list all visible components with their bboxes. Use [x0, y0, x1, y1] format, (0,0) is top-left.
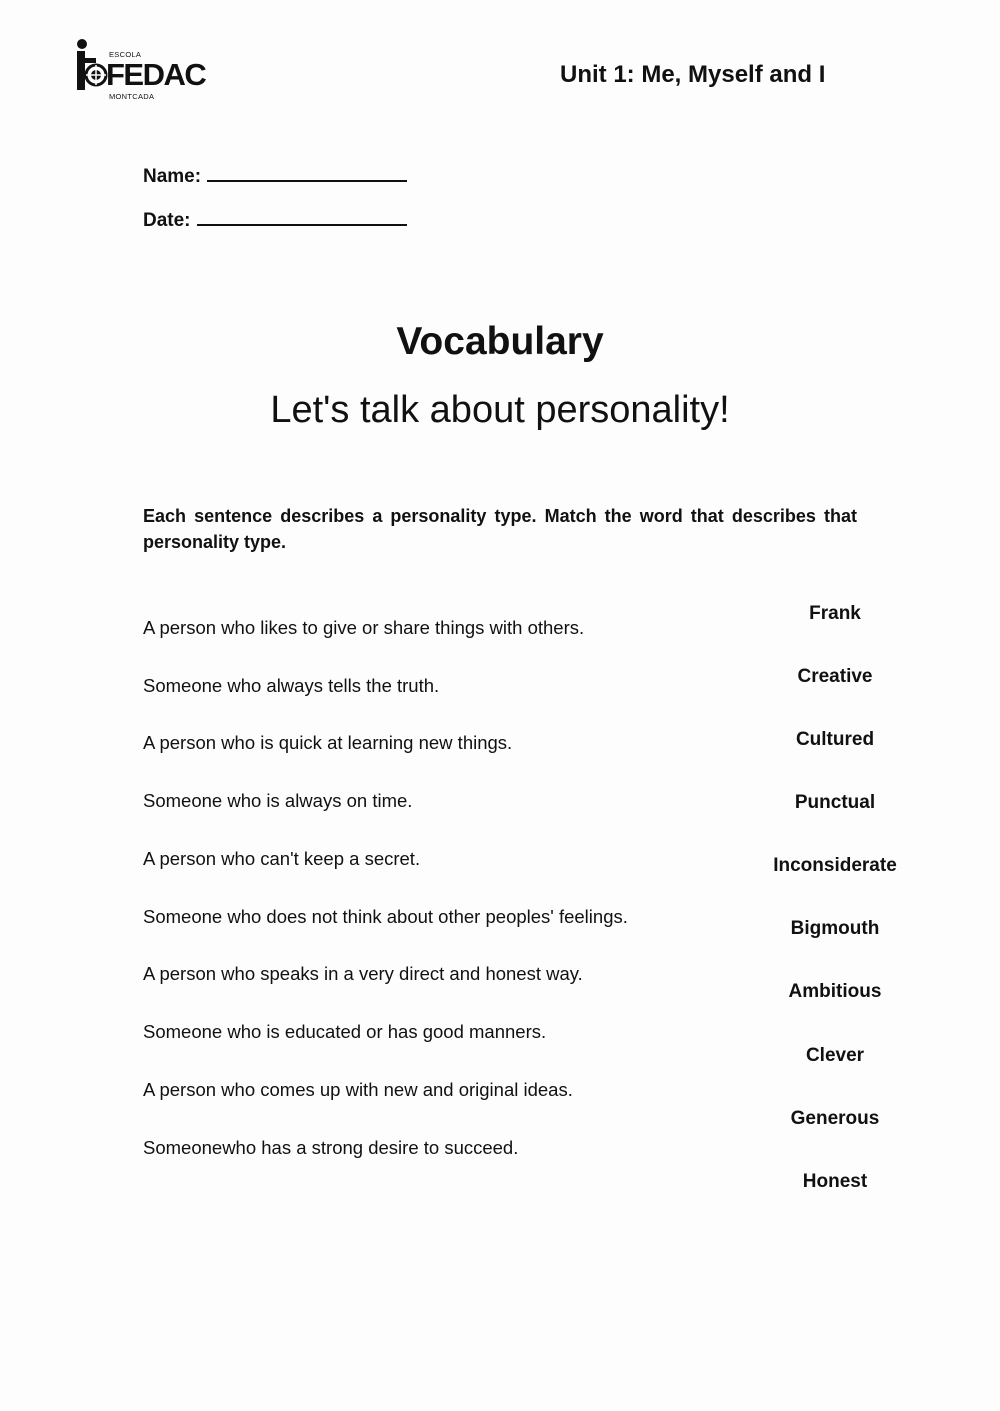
word-option[interactable]: Generous: [790, 1108, 880, 1129]
sentence-item: A person who is quick at learning new things.: [143, 732, 513, 753]
name-blank-line[interactable]: [207, 162, 407, 182]
sentence-item: A person who speaks in a very direct and honest way.: [143, 963, 583, 984]
instructions: Each sentence describes a personality type. Match the word that describes that personality type.: [143, 506, 857, 552]
school-logo: [70, 38, 220, 104]
sentence-item: A person who comes up with new and original ideas.: [143, 1079, 573, 1100]
word-option[interactable]: Frank: [809, 603, 861, 624]
sentence-item: Someonewho has a strong desire to succeed.: [143, 1137, 519, 1158]
page-title: Vocabulary: [396, 320, 604, 363]
word-option[interactable]: Cultured: [795, 729, 875, 750]
sentence-item: A person who can't keep a secret.: [143, 848, 421, 869]
sentence-item: Someone who is educated or has good manners.: [143, 1021, 547, 1042]
logo-text-escola: ESCOLA: [109, 50, 142, 59]
date-blank-line[interactable]: [197, 206, 407, 226]
word-option[interactable]: Creative: [797, 666, 873, 687]
sentence-item: Someone who is always on time.: [143, 790, 413, 811]
sentence-item: A person who likes to give or share things with others.: [143, 617, 585, 638]
sentence-item: Someone who always tells the truth.: [143, 675, 440, 696]
date-label: Date:: [143, 210, 191, 231]
word-option[interactable]: Bigmouth: [790, 918, 880, 939]
logo-text-montcada: MONTCADA: [109, 92, 155, 101]
page-subtitle: Let's talk about personality!: [270, 389, 730, 431]
word-option[interactable]: Punctual: [794, 792, 876, 813]
name-label: Name:: [143, 166, 202, 187]
word-option[interactable]: Inconsiderate: [773, 855, 897, 876]
name-field-row: [143, 162, 407, 188]
unit-title: Unit 1: Me, Myself and I: [560, 61, 826, 88]
word-option[interactable]: Clever: [805, 1045, 865, 1066]
logo-text-fedac: FEDAC: [106, 57, 206, 92]
sentence-item: Someone who does not think about other peoples' feelings.: [143, 906, 628, 927]
word-option[interactable]: Ambitious: [788, 981, 882, 1002]
word-option[interactable]: Honest: [802, 1171, 868, 1192]
date-field-row: [143, 206, 407, 232]
school-logo-icon: [70, 38, 110, 94]
